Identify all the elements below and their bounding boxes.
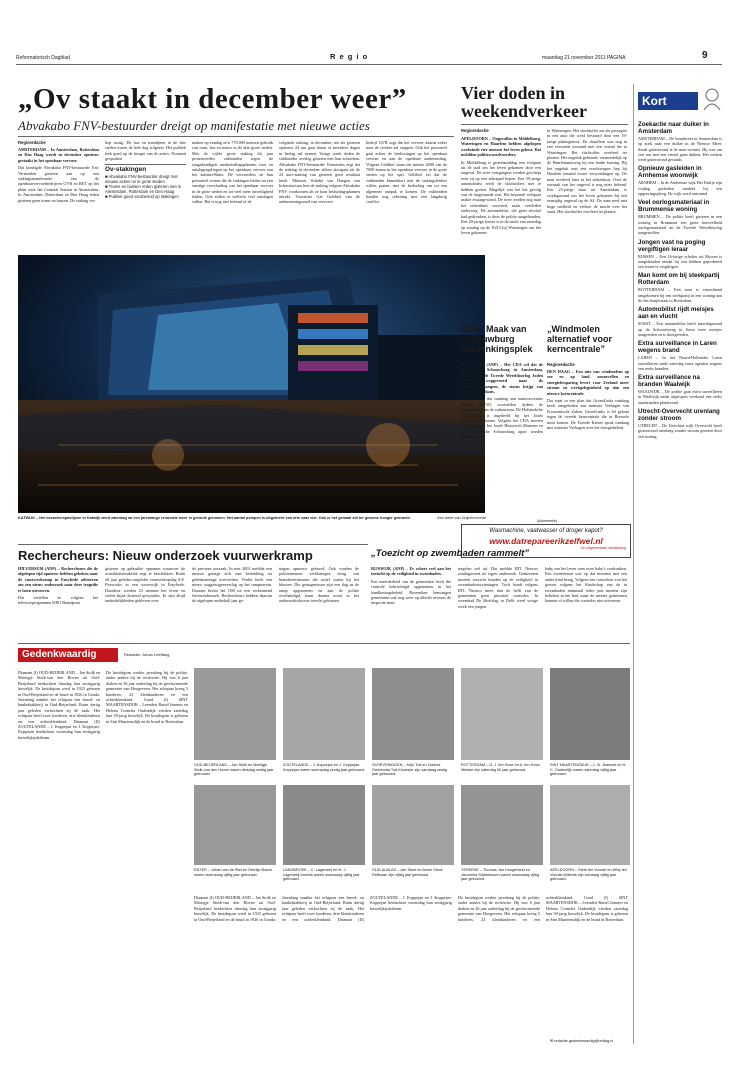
box-title: Ov-stakingen [105, 165, 147, 173]
section-name: R e g i o [330, 52, 369, 61]
box-item: ■ Abvakabo FNV-bestuurder dreigt met nieuwe acties ov in grote steden [105, 173, 178, 184]
caption-stolk: OUD-BEIJERLAND – Jan Stolk en Marrigje Stolk-van den Hoven waren dinsdag zestig jaar getrouwd. [194, 763, 274, 777]
photo-hoogerland [461, 785, 543, 865]
lead-byline: Regioredactie [18, 140, 46, 145]
box-item: ■ Trams en bussen reden gisteren niet in Amsterdam, Rotterdam en Den Haag [105, 183, 182, 194]
caption-koppejan: ZOUTELANDE – J. Koppejan en J. Koppejan-Koppejan waren woensdag zestig jaar getrouwd. [283, 763, 365, 772]
kort-item: Extra surveillance na branden Waalwijk WAALWIJK – De politie gaat extra surveilleren in Waalwijk nadat afgelopen weekend een reeks autobranden plaatsvond. [638, 374, 722, 405]
ad-line-3: De uitgebreidste handleiding [580, 546, 626, 550]
ad-url[interactable]: www.datrepareerikzelfwel.nl [489, 536, 603, 546]
cda-intro: DEN HAAG (ANP) – Het CDA wil dat de Hollandsche Schouwburg in Amsterdam, vanwaar in de Tweede Wereldoorlog Joden werden weggevoerd naar de concentratiekampen, de status krijgt van herdenkingsplaats. [461, 362, 543, 395]
caption-stout: OUD-ALBLAS – Jan Stout en Annie Stout-Pellikaan zijn vijftig jaar getrouwd. [372, 868, 444, 877]
windmolen-intro: DEN HAAG – Een mix van windmolens op zee en op land, zonnecellen en energiebesparing levert voor Zeeland meer stroom en werkgelegenheid op dan een nieuwe kerncentrale. [547, 369, 629, 396]
kort-item: Jongen vast na poging vergiftigen leraar RIJSSEN – Een 16-jarige scholier uit Rijssen is aangehouden omdat hij zou hebben geprobeerd een leraar te vergiftigen. [638, 238, 722, 270]
lead-subhead: Abvakabo FNV-bestuurder dreigt op manifestatie met nieuwe acties [18, 118, 370, 133]
rechercheurs-intro: HILVERSUM (ANP) – Rechercheurs die de afgelopen tijd opnieuw hebben gekeken naar de vuurwerkramp in Enschede adviseren om een nieuw onderzoek naar deze tragedie te laten uitvoeren. [18, 566, 98, 593]
kort-item: Automobilist rijdt meisjes aan en vlucht SOEST – Een automobilist heeft zaterdagavond op de Schoutenweg in Soest twee meisjes aangereden en is doorgereden. [638, 306, 722, 337]
vier-doden-byline: Regioredactie [461, 128, 489, 133]
caption-lagerweij: LANGBROEK – C. Lagerweij en M. J. Lagerweij-Immink waren woensdag vijftig jaar getrouwd. [283, 868, 360, 882]
lead-col2-text: liep rustig. De bus en tramlijnen in de drie steden waren de hele dag stilgezet. Het publiek leek goed op de hoogte van de acties. Normaal gesproken [105, 140, 186, 162]
photo-lagerweij [283, 785, 365, 865]
kort-logo-icon [700, 86, 724, 112]
lead-headline: „Ov staakt in december weer” [18, 83, 407, 115]
toezicht-headline: „Toezicht op zwembaden rammelt” [371, 548, 530, 559]
kort-title: Kort [638, 92, 698, 110]
rechercheurs-column-4: tingen opnieuw geborsd. Ook vonden de politiemensen verklaringen terug van brandweermensen die actief waren bij het blussen. Die getuigenissen zijn een dag na de ramp opgenomen en aan de politie overhandigd, maar daarna nooit in het onderzoeksdossier terecht gekomen. [279, 566, 359, 604]
rechercheurs-headline: Rechercheurs: Nieuw onderzoek vuurwerkramp [18, 548, 313, 563]
vier-doden-intro: APELDOORN – Ongevallen in Middelburg, Wateringen en Haarlem hebben afgelopen weekeinde vier mensen het leven gekost. Dat meldden politiewoordvoerders. [461, 136, 541, 158]
rechercheurs-column-1 [18, 566, 98, 638]
caption-hoogerland: YERSEKE – Thomas Jan Hoogerland en Jacomina Slabbekoorn waren woensdag vijftig jaar getrouwd. [461, 868, 540, 882]
kort-item: Extra surveillance in Laren wegens brand LAREN – In het Noord-Hollandse Laren surveilleren sinds zaterdag extra agenten wegens een reeks branden. [638, 340, 722, 371]
toezicht-column-1 [371, 566, 451, 638]
page-date: maandag 21 november 2011 PAGINA [542, 55, 626, 61]
photo-illustration [18, 255, 485, 513]
kort-item: Opnieuw gasleiden in Arnhemse woonwijk ARNHEM – In de Arnhemse wijk Het Duifje zijn vrijdag gasleiden ontdekt bij een opgravingsploeg. De wijk werd ontruimd. [638, 165, 722, 197]
lead-column-4: volgende staking, in december, net als gisteren opnieuw 24 uur gaat duren of meerdere dagen in beslag zal nemen. Vorige week deden de vakbonden overleg gisteren met hun achterban. Abvakabo FNV-bestuurder Vermeulen zegt dat de staking in december alleen doorgaat als de 24 uurs-staking van gisteren geen resultaat heeft. Minister Schultz van Haegen van Infrastructuur kon de staking volgens Abvakabo FNV voorkomen als ze haar besluitingsplannen intrekt. Voorzitter Ger Geldhof van de ondernemingsraad van vervoers- [279, 140, 360, 205]
gedenkwaardig-lower-text: Diamant (I) OUD-BEIJERLAND – Jan Stolk en Marrigje Stolk-van den Hoven uit Oud-Beijerland herdachten dinsdag hun zestigjarig huwelijk. De bruidegom werd in 1923 geboren in Oud-Beijerland en de bruid in 1926 in Gouda. Jarenlang maakte het echtpaar een brood- en banketbakkerij in Oud-Beijerland. Ruim dertig jaar geleden verkochten zij de zaak. Het echtpaar heeft twee kinderen, drie kleinkinderen en een achterkleinkind. Diamant (II) ZOUTELANDE – J. Koppejan en J. Koppejan-Koppejan herdachten woensdag hun zestigjarig huwelijksjubileum. De bruidegom werkte jarenlang bij de politie, onder andere bij de recherche. Hij was 6 jaar diaken en 26 jaar ouderling bij de gereformeerde gemeente van Hoogeveen. Het echtpaar kreeg 5 kinderen, 23 kleinkinderen en een achterkleinkind. Goud (I) SINT MAARTENSDIJK – Leendert Bartel Jeannes en Helena Cornelia Oudendijk vierden zaterdag hun 50-jarig huwelijk. De bruidegom is geboren in Sint Maartensdijk en de bruid in Rotterdam. [194, 895, 628, 922]
header-rule [16, 64, 722, 65]
caption-tuit: SCHEVENINGEN – Krijn Tuit en Clasina Geertruida Tuit-Knoester zijn vandaag zestig jaar getrouwd. [372, 763, 447, 777]
kort-item: Utrecht-Overvecht urenlang zonder stroom UTRECHT – De Utrechtse wijk Overvecht heeft gisteravond urenlang zonder stroom gezeten door een storing. [638, 408, 722, 439]
caption-jeannes: SINT MAARTENSDIJK – L. B. Jeannes en H. C. Oudendijk waren zaterdag vijftig jaar getrouwd. [550, 763, 627, 777]
ad-line-1: Wasmachine, vaatwasser of droger kapot? [489, 528, 603, 534]
rechercheurs-col1-text: Dat vertellen ze volgens het televisieprogramma KRO Brandpunt [18, 595, 98, 606]
gedenkwaardig-title: Gedenkwaardig [18, 648, 118, 662]
lead-column-3: maken op zondag zo'n 770.000 mensen gebruik van tram, bus en metro in de drie grote steden. Met de vijfde grote staking dit jaar protesteerden vakbonden tegen de aangekondigde aanbestedingsplannen voor en ontslagregelingen op het openbaar vervoer van het kabinet-Rutte. De vervoerders en hun personeel vrezen dat de stakingen leiden tot een ernstige verschraling van het openbaar vervoer in de grote steden en tot veel meer onveiligheid leiden. Ook zullen er wellicht veel ontslagen vallen. Het is nog niet bekend of de [192, 140, 273, 205]
gedenkwaardig-column-1: Diamant (I) OUD-BEIJERLAND – Jan Stolk en Marrigje Stolk-van den Hoven uit Oud-Beijerland herdachten dinsdag hun zestigjarig huwelijk. De bruidegom werd in 1923 geboren in Oud-Beijerland en de bruid in 1926 in Gouda. Jarenlang maakte het echtpaar een brood- en banketbakkerij in Oud-Beijerland. Ruim dertig jaar geleden verkochten zij de zaak. Het echtpaar heeft twee kinderen, drie kleinkinderen en een achterkleinkind. Diamant (II) ZOUTELANDE – J. Koppejan en J. Koppejan-Koppejan herdachten woensdag hun zestigjarig huwelijksjubileum. [18, 670, 100, 740]
vier-doden-column-2: in Wateringen. Het slachtoffer zat als passagier in een auto die werd bestuurd door een 19-jarige plaatsgenoot. De chauffeur was nog in een verwarde toestand met een vriend die in Wateringen. Het slachtoffer overleed ter plaatse. Het ongeluk gebeurde vermoedelijk op de Haarlemmerweg bij een harde botsing. Bij het ongeluk met een vrachtwagen liep bij Haarlem iemand zware verwondingen op. De man overleed later in het ziekenhuis. Over de oorzaak van het ongeval is nog niets bekend. Een 23-jarige man uit Amsterdam is vrijdagavond om het leven gekomen bij een eenzijdig ongeval op de A4. De man reed met hoge snelheid en verloor de macht over het stuur. Het slachtoffer overleed ter plaatse. [547, 128, 627, 215]
lead-column-1 [18, 147, 99, 247]
lead-intro: AMSTERDAM – In Amsterdam, Rotterdam en Den Haag wordt in december opnieuw gestaakt in het openbaar vervoer. [18, 147, 99, 163]
photo-tuit [372, 668, 454, 760]
lead-column-2 [105, 140, 186, 247]
ov-stakingen-box [105, 164, 186, 199]
photo-ten-voorde [550, 785, 630, 865]
photo-koppejan [283, 668, 365, 760]
photo-credit: foto Adrie van Duijvenvoorde [437, 516, 486, 520]
photo-van-de-riet [194, 785, 276, 865]
kort-item: Zoekactie naar duiker in Amsterdam AMSTERDAM – De brandweer in Amsterdam is op zoek naar een duiker in de Nieuwe Meer. Sinds gisteravond is de man vermist. Hij was om vier uur met een vriend gaan duiken. Het zoeken werd gisteravond gestaakt. [638, 121, 722, 163]
toezicht-column-3: baby om het leven toen twee baby's verdronken. Een zwemleraar was op dat moment met een ander kind bezig. Volgens een controleur zou het gevaar volgens het Kindschap van de in zwembaden minimaal ieder jaar moeten zijn bekeken in het bad, maar de meeste gemeenten kunnen of willen die controles niet uitvoeren. [545, 566, 627, 604]
vier-doden-column-1 [461, 136, 541, 314]
vier-doden-headline: Vier doden in weekendverkeer [461, 83, 587, 121]
cda-body: Het CDA zal dat vandaag aan staatssecretaris Zijlstra (OCW) voorstellen tijdens de behandeling van de cultuurnota. De Hollandsche Schouwburg is ingedeeld bij het Joods Historisch Museum. Volgens het CDA moeten subsidies voor het Joods Historisch Museum en de Hollandsche Schouwburg apart worden toegekend. [461, 396, 543, 440]
photo-stolk [194, 668, 276, 760]
katwijk-photo [18, 255, 485, 513]
caption-van-de-riet: ENTER – Johan van de Riet en Gerritje Bosch waren woensdag vijftig jaar getrouwd. [194, 868, 273, 877]
windmolen-body: Dat staat in een plan dat GroenLinks vandaag heeft aangeboden aan minister Verhagen van Economische Zaken. GroenLinks is fel gekant tegen de tweede kerncentrale die in Borssele moet komen. De Tweede Kamer sprak vandaag met minister Verhagen over het energiebeleid. [547, 398, 629, 431]
toezicht-intro: RIJSWIJK (ANP) – Er schort veel aan het toezicht op de veiligheid in zwembaden. [371, 566, 451, 577]
rechercheurs-column-2: gisteren op gebruikte opnames waarover de actualiteitenrubriek zegt te beschikken. Ruim elf jaar geleden ontplofte vuurwerkopslag S.E. Fireworks in een woonwijk in Enschede. Daardoor werden 23 mensen het leven en vielen bijna duizend gewonden. Er zijn altijd onduidelijkheden gebleven over [105, 566, 185, 604]
paper-name: Reformatorisch Dagblad [16, 55, 70, 61]
rechercheurs-column-3: de precieze oorzaak. In met 2001 meldde een nieuwe getuige zich met betrekking tot geheimzinnige activiteiten. Verder heeft een nieuw ooggetuigenverslag op het rampterrein. Daarom beslot het OM tot een verkennend feitenonderzoek. Rechercheurs hebben daarom de afgelopen anderhalf jaar ge- [192, 566, 272, 604]
photo-jeannes [550, 668, 630, 760]
gedenkwaardig-redactie: Redactie: Johan Leeflang [124, 652, 170, 657]
cda-column [461, 362, 543, 472]
caption-ten-hove: ROTTERDAM – G. J. ten Hove en A. ten Hove-Metske zijn zaterdag 50 jaar getrouwd. [461, 763, 541, 772]
photo-caption: KATWIJK – Het bezoekerspaviljoen in Katwijk werd zaterdag na een jarenlange renovatie weer in gebruik genomen. Het aantal pompen is uitgebreid van drie naar vier. Ook is het gemaal stil ter gewone hoogte gebracht. foto Adrie van Duijvenvoorde [18, 516, 486, 520]
gedenkwaardig-column-2: De bruidegom werkte jarenlang bij de politie, onder andere bij de recherche. Hij was 6 jaar diaken en 26 jaar ouderling bij de gereformeerde gemeente van Hoogeveen. Het echtpaar kreeg 5 kinderen, 23 kleinkinderen en een achterkleinkind. Goud (I) SINT MAARTENSDIJK – Leendert Bartel Jeannes en Helena Cornelia Oudendijk vierden zaterdag hun 50-jarig huwelijk. De bruidegom is geboren in Sint Maartensdijk en de bruid in Rotterdam. [106, 670, 188, 724]
photo-stout [372, 785, 454, 865]
toezicht-col1-text: Een meerderheid van de gemeenten heeft die controle bekrachtigd opgenomen in het handhavingsbeleid. Bovendien beminigen gemeenten ook nog weer op allerlei niveaus de inspectie maa- [371, 578, 451, 606]
box-item: ■ Publiek goed voorbereid op stakingen [105, 193, 179, 199]
page-number: 9 [702, 50, 708, 61]
vier-doden-col1-text: In Middelburg is gisternmiddag een echtpaar uit de stad om het leven gekomen door een ongeval. De twee voetgangers werden geschept toen zij op een zebrapad liepen. Een 59-jarige automobilist reedt de slachtoffers niet te hebben gezien. Mogelijk was het het gevolg van de laagstaande zon. Het bejaarde echtpaar raakte zwaargewond. De twee werden nog naar het ziekenhuis vervoerd, maar overleden onderweg. De automobilist, die geen alcohol had gedronken, is door de politie aangehouden. Een 20-jarige fietser is in de nacht van zaterdag op zondag op de N213 bij Wateringen om het leven gekomen. [461, 159, 541, 235]
kort-item: Man komt om bij steekpartij Rotterdam ROTTERDAM – Een man is vanochtend omgekomen bij een steekpartij in een woning aan de Jan Sonjéstraat in Rotterdam. [638, 272, 722, 304]
gedenkwaardig-footer[interactable]: ✉ redactie.gedenkwaardig@refdag.nl [550, 1039, 614, 1043]
lead-col1-text: Dat kondigde Abvakabo FNV-bestuurder Eric Vermeulen gisteren aan op een stakingsmanifestatie van de openbaarvervoerbedrijven GVB en RET op het plein voor het Centraal Station in Amsterdam. In Amsterdam, Rotterdam en Den Haag reden gisteren geen trams en bussen. De staking ver- [18, 165, 99, 203]
windmolen-byline: Regioredactie [547, 362, 575, 367]
windmolen-column [547, 369, 629, 472]
kort-list [638, 118, 722, 1038]
lead-column-5: bedrijf GVB zegt dat het vervoer daarna zeker naar de rechter zal stappen. Ook het personeel gaat achter de beslissingen op het openbaar vervoer en aan de openbare aanbesteding. Volgens Geldhof staan ten minste 2000 van de 7000 banen in het openbaar vervoer in de grote steden op het spel. Geldhof zei dat de vakbonden binnenkort met de stakingsleiders willen praten, met de bedoeling om tot een algemene aanpak te komen. De vakbonden houden nog rekening met een langdurig conflict. [366, 140, 447, 205]
toezicht-column-2: tregelen wel uit. Dat meldde RTL Nieuws zondagavond na eigen onderzoek. Gemeenten moeten toezicht houden op de veiligheid in zwembadvoorzieningen. Toch houdt volgens RTL Nieuws meer dan de helft van de gemeenten geen prioriteit controles. In zwembad De Hoefslag in Delft werd vorige week een jongen [458, 566, 538, 609]
kort-item: Veel oorlogsmateriaal in Brummense woning BRUMMEN – De politie heeft gisteren in een woning in Brummen een grote hoeveelheid oorlogsmateriaal uit de Tweede Wereldoorlog aangetroffen. [638, 199, 722, 236]
cda-headline: CDA: Maak van schouwburg herdenkingsplek [461, 324, 533, 354]
ad-label: (Advertentie) [537, 519, 558, 523]
photo-ten-hove [461, 668, 543, 760]
windmolen-headline: „Windmolen alternatief voor kerncentrale” [547, 324, 613, 354]
caption-ten-voorde: APELDOORN – Dierk ten Voorde en Willy ten Voorde-Wilbrink zijn vandaag vijftig jaar getrouwd. [550, 868, 628, 882]
